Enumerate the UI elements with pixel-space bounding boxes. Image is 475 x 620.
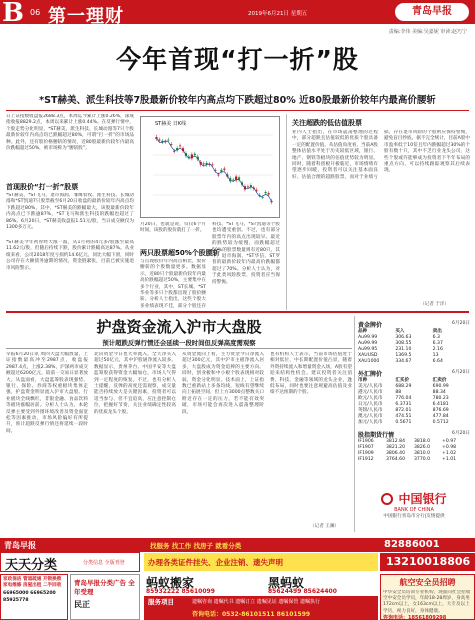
banner-notice — [144, 553, 378, 571]
gold-cell: XAU1000 — [358, 359, 380, 364]
article2-subheadline: 预计超跌反弹行情还会延续一段时间但反弹高度需观察 — [102, 339, 256, 347]
page-subheadline: *ST赫美、派生科技等7股最新价较年内高点均下跌超过80% 近80股最新价较年内最高价腰斩 — [39, 95, 436, 106]
section-title: 第一理财 — [48, 6, 124, 27]
section-letter: B — [2, 0, 24, 28]
index-cell: +1.02 — [442, 451, 457, 456]
candle-body — [173, 151, 175, 152]
index-row — [358, 457, 470, 463]
col4-text: 科技、*ST飞马、*ST凯迪等个股也均遭受重创。不过，也有部分股票年内的高点出现较早。最近的跌势较为缓慢，而跌幅超过50%的股票数量则有近80只，其中，退市海润、*ST华信、ST罗普的最新价较年内最高价跌幅都超过了70%。分析人士认为，对于此类风险股票，投资者应当保持警惕。 — [212, 222, 280, 285]
phone-box — [380, 553, 475, 571]
divider — [6, 348, 352, 349]
rate-date: 6月20日 — [452, 370, 470, 375]
rate-cell: 美元/人民币 — [358, 384, 383, 389]
candle-body — [170, 144, 172, 145]
index-cell: 3821.20 — [386, 445, 405, 450]
classified-ads — [0, 538, 475, 620]
candle-body — [232, 180, 234, 181]
index-cell: +1.01 — [442, 457, 457, 462]
service-title: 服务项目 — [148, 598, 174, 606]
rate-cell: 英镑/人民币 — [358, 408, 383, 413]
moving-average-line — [157, 138, 272, 201]
rate-cell: 876.69 — [432, 408, 449, 413]
index-cell: 3810.0 — [414, 451, 431, 456]
index-cell: 3770.0 — [414, 457, 431, 462]
brand-logo: 青岛早报 — [395, 3, 469, 21]
loan-title: 民正 — [74, 600, 90, 609]
sidebar-text: 业内人士指出，在市场震荡整理的过程中，部分超跌且估值较低的优质个股具备一定的配置价值。从估值角度看，当前A股整体估值水平处于历史较低区域，银行、地产、钢铁等板块的估值优势较为明显。同时，随着科创板开板临近，市场情绪有望逐步回暖，投资者可以关注基本面良好、估值合理的超跌股票，而对于业绩亏损、存在退市风险的个股则应保持警惕，避免盲目抄底。据不完全统计，目前A股中市盈率低于10倍且年内跌幅超过30%的个股有数十只，其中不乏行业龙头公司，这些个股或许能够成为投资者下半年布局的重点方向，可以持续跟踪观察其后续表现。 — [292, 130, 470, 180]
candle-body — [265, 192, 267, 193]
bank-ad — [358, 488, 470, 530]
candle-body — [179, 146, 181, 147]
rate-cell: 港元/人民币 — [358, 390, 383, 395]
small-ads-phones: 66965000 66965200 85925778 — [3, 591, 56, 603]
divider — [6, 110, 469, 111]
mover-phone: 85932222 85610099 — [146, 588, 215, 595]
rate-cell: 88 — [395, 390, 402, 395]
gold-cell: 308.55 — [395, 341, 412, 346]
mover2-phone: 85624499 85624400 — [268, 588, 337, 595]
apply-box — [70, 574, 140, 620]
article2-col4: 也有机构人士表示，当前市场估值处于相对低位，中长期配置价值凸显，随着外资持续流入和增量资金入场，A股有望迎来结构性机会。建议投资者关注消费、科技、金融等领域的龙头企业，逢低布局，同时也要注意规避高估值及业绩不达预期的个股。 — [270, 352, 352, 396]
bank-name: 中国银行 — [398, 492, 447, 506]
index-cell: 3806.40 — [386, 451, 405, 456]
rate-cell: 0.5671 — [395, 420, 412, 425]
index-title: 股指期货行情 — [358, 432, 395, 439]
rate-cell: 日元/人民币 — [358, 402, 383, 407]
section-2-text: 与首现股价年内高点相比，股价腰斩的个股数量更多。数据显示，近80只个股最新价较年内最高价跌幅超过50%，主要集中在多个行业，其中，ST长城、*ST华业等多只个股都出现了股价腰斩。分析人士指出，这些个股大多业绩表现不佳，部分个股还存 — [140, 259, 206, 309]
gold-cell: 2.16 — [432, 347, 443, 352]
recruit-ad — [380, 574, 475, 620]
index-cell: 3826.0 — [414, 445, 431, 450]
bank-logo-icon — [381, 493, 393, 505]
index-cell: +0.97 — [442, 439, 457, 444]
index-cell: 3818.0 — [414, 439, 431, 444]
rate-cell: 6.4181 — [432, 402, 449, 407]
candle-body — [223, 169, 225, 170]
index-cell: 3812.84 — [386, 439, 405, 444]
index-cell: IF1907 — [358, 445, 374, 450]
rate-cell: 780.23 — [432, 396, 449, 401]
gold-cell: 334.67 — [395, 359, 412, 364]
divider — [6, 311, 469, 313]
rate-cell: 0.5712 — [432, 420, 449, 425]
column-divider — [354, 316, 355, 532]
rate-row — [358, 420, 470, 426]
apply-text: 青岛早报分类广告 全年受理 — [74, 579, 135, 596]
article2-headline: 护盘资金流入沪市大盘股 — [96, 318, 262, 336]
gold-cell: 306.63 — [395, 335, 412, 340]
chart-title: ST赫美 日K线 — [155, 121, 187, 127]
rate-cell: 474.51 — [395, 414, 412, 419]
gold-date: 6月20日 — [452, 321, 470, 326]
sidebar-heading: 关注超跌的低估值股票 — [292, 119, 362, 127]
sidebar-author: （记者 于洋） — [420, 302, 450, 307]
masthead — [0, 0, 475, 28]
section-1-text-2: *ST赫美今年初曾经大涨一波，从1月初的4元多/股涨至最高11.62元/股，但随后持续下跌，股价累计跌幅高达87%。从业绩来看，公司2018年度亏损约14.6亿元，同比大幅下滑，同时公司存在大额债务逾期的情况，资金链紧张，目前已被实施退市风险警示。 — [6, 240, 134, 271]
ads-brand: 青岛早报 — [4, 541, 36, 550]
gold-cell: Au99.95 — [358, 347, 378, 352]
article2-col1: 早报6月20日讯 周四大盘大幅放量，上证指数最高冲至2987点，收盘报2987.4点，上涨2.38%，沪深两市成交额超过6200亿元，较前一交易日显著放大。从盘面看，大盘蓝筹股表现强势，银行、保险、券商等权重板块集体走强，护盘资金明显流入沪市大盘股。行业板块全线飘红，非银金融、食品饮料等板块涨幅居前。分析人士认为，本轮反弹主要受到外围环境改善及资金面宽松等因素推动，市场风险偏好有所提升，预计超跌反弹行情还将延续一段时间。 — [6, 352, 88, 434]
candle-body — [203, 163, 205, 164]
bank-name-en: BANK OF CHINA — [394, 507, 434, 513]
rate-cell: 690.99 — [432, 384, 449, 389]
recruit-phone: 咨询电话：18561809298 — [383, 615, 447, 620]
gold-title: 黄金牌价 — [358, 322, 383, 329]
ads-tagline: 找服务 找工作 找房子 就看分类 — [150, 542, 242, 550]
candle-body — [268, 193, 270, 194]
classified-box — [0, 552, 140, 572]
candle-body — [211, 164, 213, 165]
mover-ad — [144, 574, 264, 594]
rate-cell: 88.34 — [432, 390, 446, 395]
rate-cell: 872.01 — [395, 408, 412, 413]
issue-date: 2019年6月21日 星期五 — [248, 11, 308, 17]
mover-title: 蚂蚁搬家 — [146, 576, 195, 590]
ads-banner — [0, 538, 475, 552]
classified-sub: 分类信息 全版刊登 — [83, 560, 125, 566]
gold-cell: 231.10 — [395, 347, 412, 352]
rate-cell: 776.04 — [395, 396, 412, 401]
candle-body — [256, 190, 258, 191]
rate-cell: 澳元/人民币 — [358, 414, 383, 419]
rate-cell: 6.3731 — [395, 402, 412, 407]
column-divider — [286, 114, 287, 310]
index-cell: +0.98 — [442, 445, 457, 450]
gold-cell: 13 — [432, 353, 439, 358]
col3-intro: 月20日，也就是说，仅仅6个月时间，该股的股价就打了一折。 — [140, 222, 206, 234]
small-ads-text: 家政保洁 管道疏通 开锁换锁 家电维修 房屋出租 二手回收 — [3, 577, 62, 589]
gold-cell: 6.3 — [432, 335, 440, 340]
gold-cell: XAUUSD — [358, 353, 378, 358]
candle-body — [158, 139, 160, 140]
candle-body — [167, 140, 169, 141]
index-cell: IF1909 — [358, 451, 374, 456]
article-lead: 日上证指数收盘报2688.3点，本周迄今累计上涨0.26%，深成指收报8829.2点，本周以来累计上涨0.44%。在反弹行情中，个股走势分化明显，*ST赫美、派生科技、长城动漫等7只个股最新价较年内高点均已跌幅超过80%，可谓“打一折”的市场品种。此外，还有股价格腰斩的情况，近80股最新价较年内最高价跌幅超过50%，被市场称为“腰斩股”。 — [6, 114, 134, 152]
candle-body — [194, 154, 196, 155]
gold-row — [358, 359, 470, 365]
section-heading-1: 首现股价“打一折”股票 — [6, 183, 79, 191]
index-table — [358, 439, 470, 463]
rate-cell: 688.29 — [395, 384, 412, 389]
rate-cell: 欧元/人民币 — [358, 396, 383, 401]
candle-body — [164, 142, 166, 143]
index-date: 6月20日 — [452, 431, 470, 436]
market-data-panel — [358, 320, 470, 463]
service-list: 遗嘱咨询 遗嘱代书 遗嘱订立 遗嘱见证 遗嘱保管 遗嘱执行 — [192, 599, 320, 605]
recruit-title: 航空安全员招聘 — [399, 578, 456, 587]
classified-title: 天天分类 — [5, 558, 58, 573]
gold-cell: 1369.5 — [395, 353, 412, 358]
gold-cell: Au99.99 — [358, 335, 378, 340]
banner-notice-text: 办理各类证件挂失、企业注销、遗失声明 — [148, 558, 283, 567]
section-1-text: *ST赫美、*ST飞马、退市海润、雏鹰农牧、派生科技、长城动漫和*ST凯迪7只股票截至6月20日收盘的最新价较年内高点均下跌超过80%，其中，*ST赫美的跌幅最大，该股最新价较年内高点已下跌逾87%，*ST飞马和派生科技的跌幅也超过了86%。6月20日，*ST赫美收盘报1.51元/股，当日成交额仅为1300多万元。 — [6, 193, 134, 231]
candle-body — [217, 175, 219, 176]
index-cell: 3764.60 — [386, 457, 405, 462]
gold-table — [358, 335, 470, 365]
editor-credits: 责编:李伟 美编:吴嘉妮 审读:赵巧宁 — [388, 29, 467, 35]
rate-table — [358, 384, 470, 426]
page-number: 06 — [30, 8, 41, 17]
ads-phone-2: 13210018806 — [386, 555, 471, 568]
article2-col3: 从资金流向上看，主力资金今日净流入超过300亿元，其中沪市主板净流入居多，大盘股成为资金追捧的主要方向。同时，创业板和中小板个股表现相对较弱，资金分化明显。技术面上，上证指数已重新站上多条均线，短线有望继续向上拓展空间，但上方3000点整数关口附近存在一定的压力，若不能有效突破，市场可能会再次进入震荡整理阶段。 — [182, 352, 264, 415]
rate-cell: 加元/人民币 — [358, 420, 383, 425]
page-headline: 今年首现“打一折”股 — [116, 45, 359, 74]
mover2-title: 黑蚂蚁 — [268, 576, 305, 590]
candle-body — [262, 197, 264, 198]
stock-chart — [140, 116, 280, 218]
section-heading-2: 两只股票超50%个股腰斩 — [140, 249, 220, 257]
gold-cell: 6.64 — [432, 359, 443, 364]
chart-canvas — [141, 117, 279, 217]
bank-tagline: 中国银行青岛市分行|友情提供 — [383, 514, 445, 519]
rate-title: 外汇牌价 — [358, 371, 383, 378]
candle-body — [247, 187, 249, 188]
article2-author: （记者 王澜） — [310, 524, 340, 529]
article2-col2: 北向资金今日也大举流入，全天净买入超过50亿元，其中沪股通净流入较多。数据显示，贵州茅台、中国平安等大盘蓝筹股获得资金大幅加仓，市场人气得到一定程度的恢复。不过，也有分析人士提醒，反弹的高度还需观察，成交量能否持续放大是关键因素，投资者可以适当参与，但不宜追高，应注意控制仓位，把握好节奏，关注业绩确定性较高的优质龙头个股。 — [94, 352, 176, 415]
index-cell: IF1906 — [358, 439, 374, 444]
candle-body — [220, 170, 222, 172]
mover2-ad — [266, 574, 378, 594]
gold-cell: 6.37 — [432, 341, 443, 346]
rate-header-row: 币种 汇买价 汇卖价 — [358, 378, 447, 383]
recruit-text: 中华安全员培训专业机构，现面向社会招收空中安全员学员，年龄18-28周岁，身高男172cm以上，女163cm以上，大专及以上学历，视力良好，身体健康。 — [383, 590, 471, 614]
rate-cell: 477.84 — [432, 414, 449, 419]
gold-header-row: 品种 买入 卖出 — [358, 329, 442, 334]
gold-cell: Au99.99 — [358, 341, 378, 346]
small-ads-box — [0, 574, 68, 620]
index-cell: IF1912 — [358, 457, 374, 462]
service-phone: 咨询电话：0532-86101511 86101599 — [192, 611, 311, 618]
service-ad — [144, 596, 378, 620]
ads-phone-1: 82886001 — [384, 539, 440, 550]
